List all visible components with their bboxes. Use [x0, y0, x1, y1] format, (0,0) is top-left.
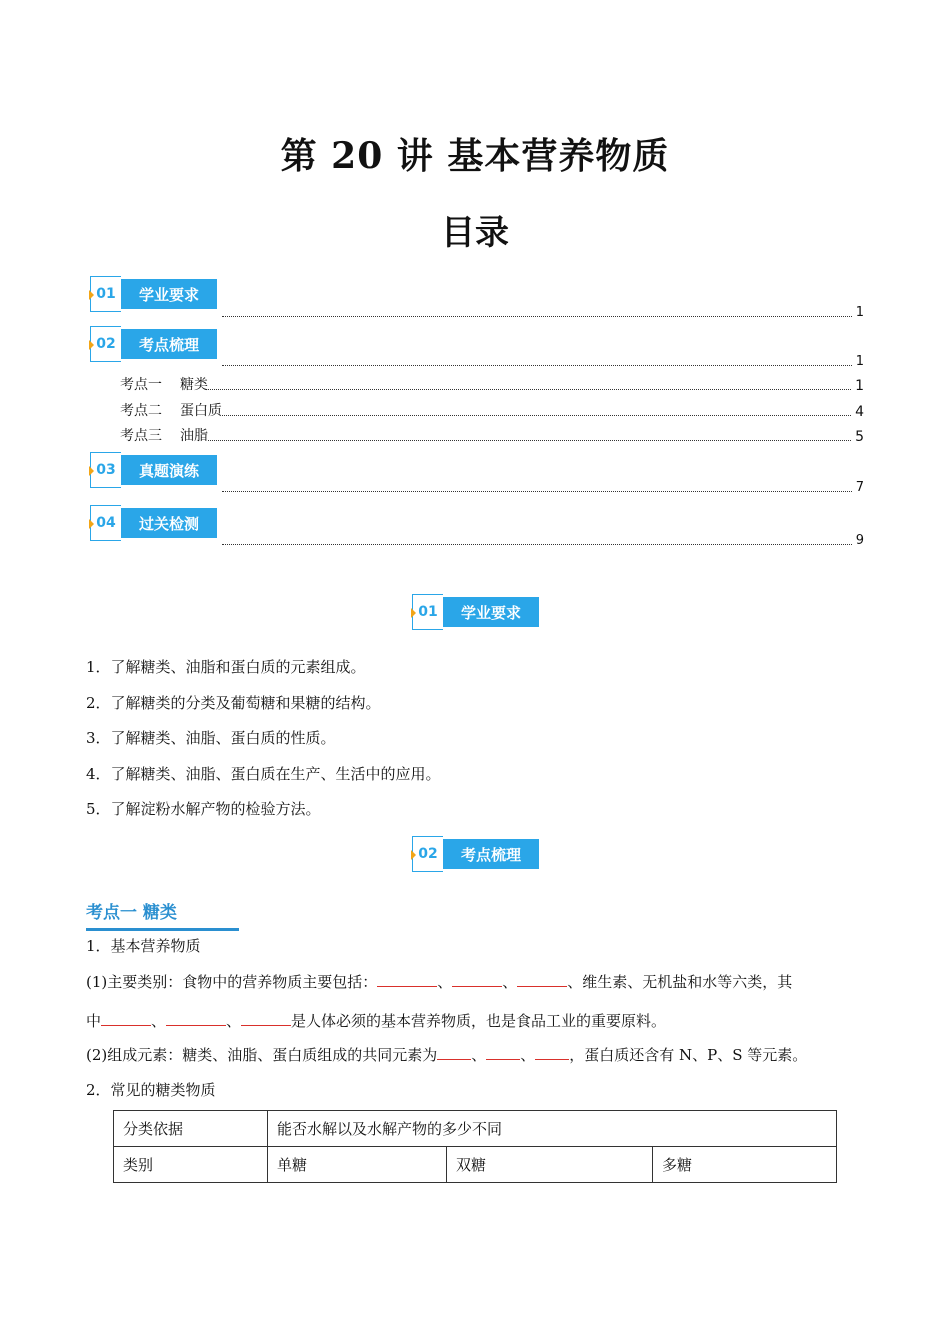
table-row: [114, 1147, 837, 1183]
toc-subitem-1[interactable]: [120, 376, 864, 394]
toc-page-number: 5: [855, 429, 864, 445]
toc-section-badge-2[interactable]: [90, 326, 217, 362]
fill-blank[interactable]: [241, 1025, 291, 1026]
text-segment: 是人体必须的基本营养物质，也是食品工业的重要原料。: [291, 1012, 667, 1030]
text-segment: (2)组成元素：糖类、油脂、蛋白质组成的共同元素为: [86, 1046, 438, 1064]
requirement-item: 3．了解糖类、油脂、蛋白质的性质。: [86, 729, 336, 747]
toc-dot-leader: [222, 491, 852, 492]
requirement-item: 5．了解淀粉水解产物的检验方法。: [86, 800, 321, 818]
toc-leader-3[interactable]: [222, 479, 864, 495]
table-cell: 多糖: [653, 1147, 837, 1183]
section-number: 01: [412, 594, 443, 630]
text-segment: (1)主要类别：食物中的营养物质主要包括：: [86, 973, 378, 991]
fill-blank[interactable]: [437, 1059, 471, 1060]
toc-page-number: 1: [855, 305, 864, 320]
toc-section-badge-1[interactable]: [90, 276, 217, 312]
paragraph-elements: [86, 1044, 807, 1065]
text-segment: 、维生素、无机盐和水等六类，其: [567, 973, 793, 991]
fill-blank[interactable]: [486, 1059, 520, 1060]
table-cell: 能否水解以及水解产物的多少不同: [268, 1111, 837, 1147]
requirement-item: 1．了解糖类、油脂和蛋白质的元素组成。: [86, 658, 366, 676]
text-segment: 、: [226, 1012, 242, 1030]
page-title: 第 20 讲 基本营养物质: [280, 135, 670, 177]
paragraph-essential: [86, 1010, 666, 1031]
toc-subitem-name: 糖类: [180, 377, 208, 393]
paragraph-main-categories: [86, 971, 792, 992]
toc-dot-leader: [208, 389, 851, 390]
toc-subitem-key: 考点二: [120, 403, 162, 419]
toc-subitem-2[interactable]: [120, 402, 864, 420]
toc-dot-leader: [208, 440, 851, 441]
text-segment: 、: [471, 1046, 487, 1064]
subheading-common-sugars: 2．常见的糖类物质: [86, 1081, 216, 1099]
toc-dot-leader: [222, 316, 852, 317]
section-badge-key-points: [412, 836, 539, 872]
toc-page-number: 4: [855, 404, 864, 420]
text-segment: 、: [502, 973, 518, 991]
toc-section-number: 04: [90, 505, 121, 541]
toc-section-label: 学业要求: [121, 279, 217, 309]
fill-blank[interactable]: [452, 986, 502, 987]
toc-subitem-name: 蛋白质: [180, 403, 222, 419]
toc-page-number: 1: [855, 378, 864, 394]
text-segment: 、: [437, 973, 453, 991]
toc-dot-leader: [222, 365, 852, 366]
subheading-basic-nutrients: 1．基本营养物质: [86, 937, 201, 955]
toc-section-number: 01: [90, 276, 121, 312]
table-row: [114, 1111, 837, 1147]
toc-page-number: 7: [855, 480, 864, 495]
toc-section-number: 02: [90, 326, 121, 362]
key-point-heading: 考点一 糖类: [86, 903, 177, 923]
fill-blank[interactable]: [166, 1025, 226, 1026]
toc-section-label: 考点梳理: [121, 329, 217, 359]
section-number: 02: [412, 836, 443, 872]
toc-subitem-key: 考点三: [120, 428, 162, 444]
fill-blank[interactable]: [517, 986, 567, 987]
toc-page-number: 9: [855, 533, 864, 548]
toc-leader-1[interactable]: [222, 304, 864, 320]
toc-dot-leader: [222, 415, 851, 416]
heading-underline: [86, 928, 239, 931]
toc-leader-2[interactable]: [222, 353, 864, 369]
text-segment: 中: [86, 1012, 102, 1030]
section-label: 学业要求: [443, 597, 539, 627]
section-label: 考点梳理: [443, 839, 539, 869]
text-segment: ，蛋白质还含有 N、P、S 等元素。: [569, 1046, 808, 1064]
toc-section-label: 真题演练: [121, 455, 217, 485]
table-cell: 单糖: [268, 1147, 447, 1183]
table-cell: 分类依据: [114, 1111, 268, 1147]
section-badge-requirements: [412, 594, 539, 630]
toc-page-number: 1: [855, 354, 864, 369]
toc-section-number: 03: [90, 452, 121, 488]
toc-title: 目录: [441, 213, 509, 253]
toc-subitem-key: 考点一: [120, 377, 162, 393]
table-cell: 双糖: [447, 1147, 653, 1183]
toc-section-badge-3[interactable]: [90, 452, 217, 488]
toc-dot-leader: [222, 544, 852, 545]
requirement-item: 4．了解糖类、油脂、蛋白质在生产、生活中的应用。: [86, 765, 441, 783]
fill-blank[interactable]: [535, 1059, 569, 1060]
fill-blank[interactable]: [101, 1025, 151, 1026]
toc-subitem-3[interactable]: [120, 427, 864, 445]
table-cell: 类别: [114, 1147, 268, 1183]
requirement-item: 2．了解糖类的分类及葡萄糖和果糖的结构。: [86, 694, 381, 712]
toc-section-label: 过关检测: [121, 508, 217, 538]
toc-leader-4[interactable]: [222, 532, 864, 548]
text-segment: 、: [520, 1046, 536, 1064]
sugar-classification-table: [113, 1110, 837, 1183]
toc-section-badge-4[interactable]: [90, 505, 217, 541]
fill-blank[interactable]: [377, 986, 437, 987]
toc-subitem-name: 油脂: [180, 428, 208, 444]
text-segment: 、: [151, 1012, 167, 1030]
